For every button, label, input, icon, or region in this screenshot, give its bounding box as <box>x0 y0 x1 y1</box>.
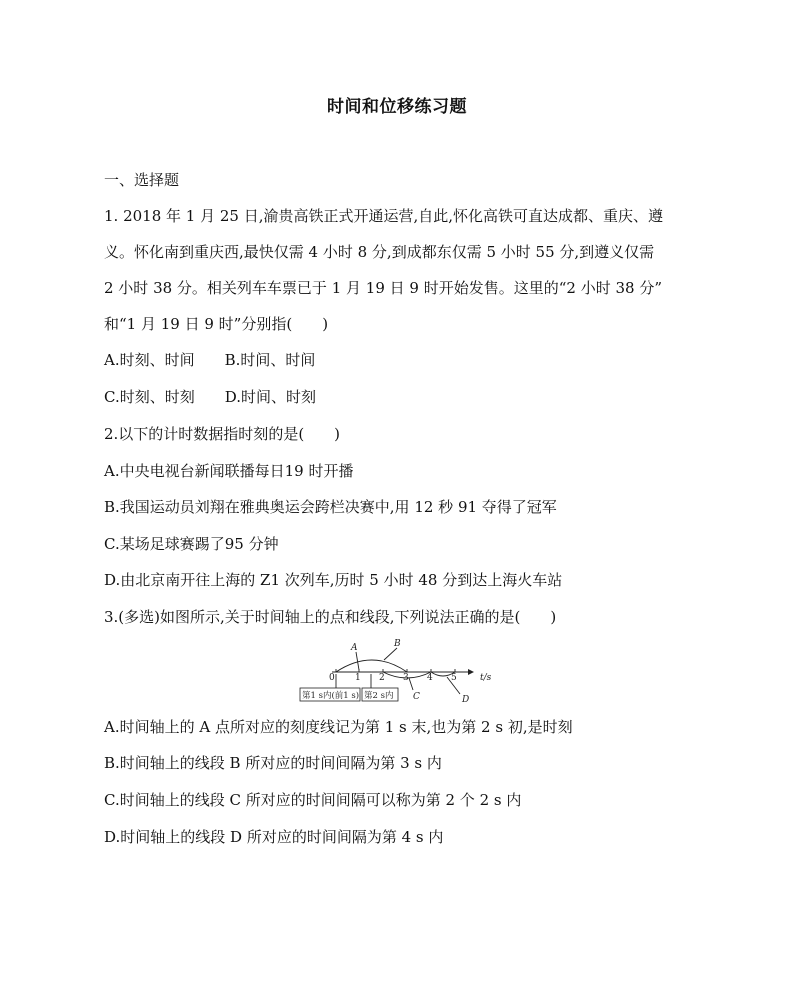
tick-label-0: 0 <box>329 673 335 683</box>
axis-arrow-icon <box>468 669 474 675</box>
tick-label-5: 5 <box>451 673 457 683</box>
q1-line-4: 和“1 月 19 日 9 时”分别指( ) <box>104 315 329 333</box>
q2-option-b: B.我国运动员刘翔在雅典奥运会跨栏决赛中,用 12 秒 91 夺得了冠军 <box>104 498 557 516</box>
pointer-b <box>384 648 397 660</box>
q2-option-d: D.由北京南开往上海的 Z1 次列车,历时 5 小时 48 分到达上海火车站 <box>104 571 563 589</box>
q3-option-c: C.时间轴上的线段 C 所对应的时间间隔可以称为第 2 个 2 s 内 <box>104 791 522 809</box>
q1-options-cd: C.时刻、时刻 D.时间、时刻 <box>104 388 316 406</box>
pointer-a <box>356 652 359 670</box>
section-heading: 一、选择题 <box>104 171 180 189</box>
curve-b <box>336 660 407 672</box>
q2-stem: 2.以下的计时数据指时刻的是( ) <box>104 425 341 443</box>
time-axis-figure <box>296 636 506 704</box>
pointer-c <box>409 678 413 690</box>
q3-stem: 3.(多选)如图所示,关于时间轴上的点和线段,下列说法正确的是( ) <box>104 608 557 626</box>
q2-option-c: C.某场足球赛踢了95 分钟 <box>104 535 279 553</box>
q3-option-b: B.时间轴上的线段 B 所对应的时间间隔为第 3 s 内 <box>104 754 442 772</box>
axis-label: t/s <box>480 673 492 683</box>
tick-label-1: 1 <box>355 673 361 683</box>
tick-label-4: 4 <box>427 673 433 683</box>
box-second-second-label: 第2 s内 <box>364 691 394 701</box>
q1-line-2: 义。怀化南到重庆西,最快仅需 4 小时 8 分,到成都东仅需 5 小时 55 分,到遵义仅需 <box>104 243 655 261</box>
box-first-second-label: 第1 s内(前1 s) <box>302 691 360 701</box>
point-label-c: C <box>413 692 420 702</box>
point-label-d: D <box>462 695 470 704</box>
q3-option-d: D.时间轴上的线段 D 所对应的时间间隔为第 4 s 内 <box>104 828 444 846</box>
q1-line-3: 2 小时 38 分。相关列车车票已于 1 月 19 日 9 时开始发售。这里的“2 小时 38 分” <box>104 279 662 297</box>
q3-option-a: A.时间轴上的 A 点所对应的刻度线记为第 1 s 末,也为第 2 s 初,是时刻 <box>104 718 573 736</box>
tick-label-2: 2 <box>379 673 385 683</box>
q2-option-a: A.中央电视台新闻联播每日19 时开播 <box>104 462 354 480</box>
point-label-b: B <box>394 639 401 649</box>
tick-label-3: 3 <box>403 673 409 683</box>
q1-options-ab: A.时刻、时间 B.时间、时间 <box>104 351 316 369</box>
point-label-a: A <box>351 643 358 653</box>
q1-line-1: 1. 2018 年 1 月 25 日,渝贵高铁正式开通运营,自此,怀化高铁可直达成都、重庆、遵 <box>104 207 664 225</box>
page-title: 时间和位移练习题 <box>327 97 467 117</box>
